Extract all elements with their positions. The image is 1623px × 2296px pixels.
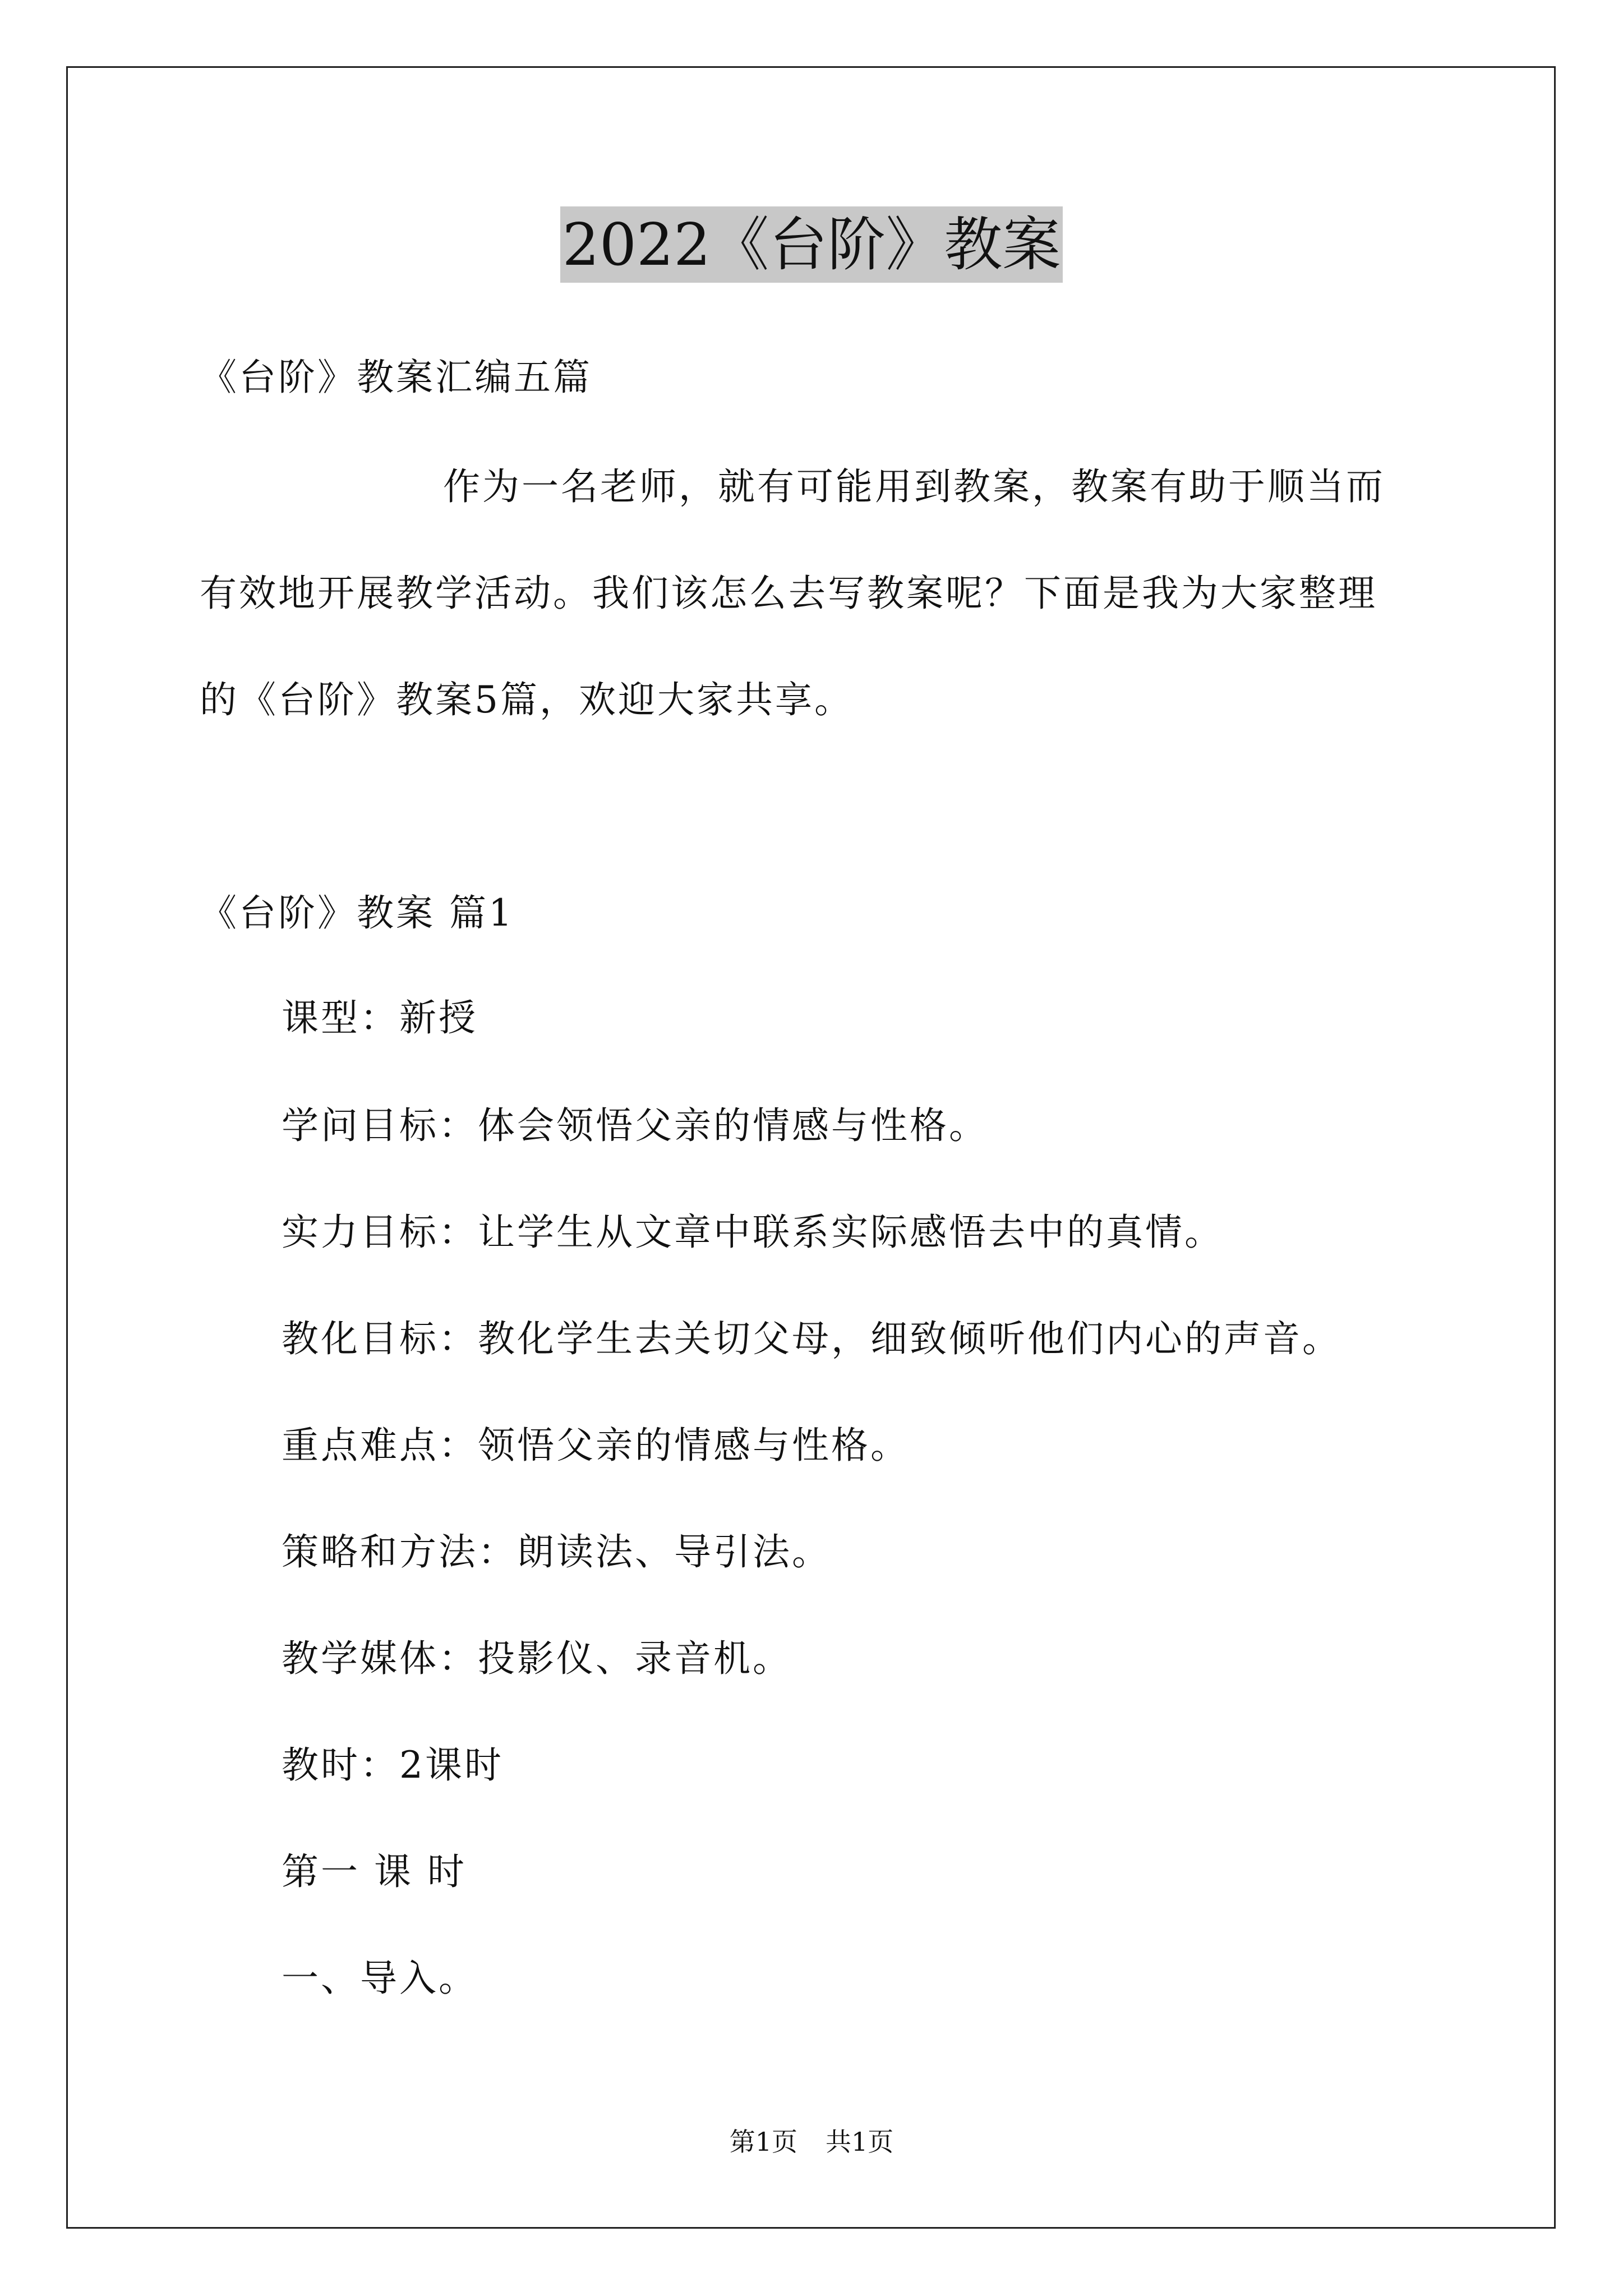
document-title: 2022《台阶》教案 [560, 206, 1063, 283]
item-media: 教学媒体：投影仪、录音机。 [282, 1637, 792, 1680]
title-container [0, 206, 1623, 283]
item-strategy: 策略和方法：朗读法、导引法。 [282, 1530, 831, 1573]
intro-line-2: 有效地开展教学活动。我们该怎么去写教案呢？下面是我为大家整理 [200, 572, 1377, 615]
footer-page-number: 第1页 [729, 2127, 797, 2157]
item-first-lesson: 第一 课 时 [282, 1850, 467, 1893]
item-knowledge-goal: 学问目标：体会领悟父亲的情感与性格。 [282, 1104, 988, 1147]
intro-line-1: 作为一名老师，就有可能用到教案，教案有助于顺当而 [443, 465, 1385, 508]
section-heading: 《台阶》教案 篇1 [200, 891, 514, 935]
item-introduction: 一、导入。 [282, 1957, 478, 2000]
item-class-hours: 教时：2课时 [282, 1743, 504, 1787]
intro-line-3: 的《台阶》教案5篇，欢迎大家共享。 [200, 678, 854, 721]
document-subtitle: 《台阶》教案汇编五篇 [200, 356, 592, 399]
page-footer [0, 2125, 1623, 2159]
item-ability-goal: 实力目标：让学生从文章中联系实际感悟去中的真情。 [282, 1211, 1224, 1254]
item-course-type: 课型：新授 [282, 996, 478, 1039]
footer-total-pages: 共1页 [826, 2127, 894, 2157]
item-key-difficulty: 重点难点：领悟父亲的情感与性格。 [282, 1424, 910, 1467]
item-education-goal: 教化目标：教化学生去关切父母，细致倾听他们内心的声音。 [282, 1317, 1341, 1360]
